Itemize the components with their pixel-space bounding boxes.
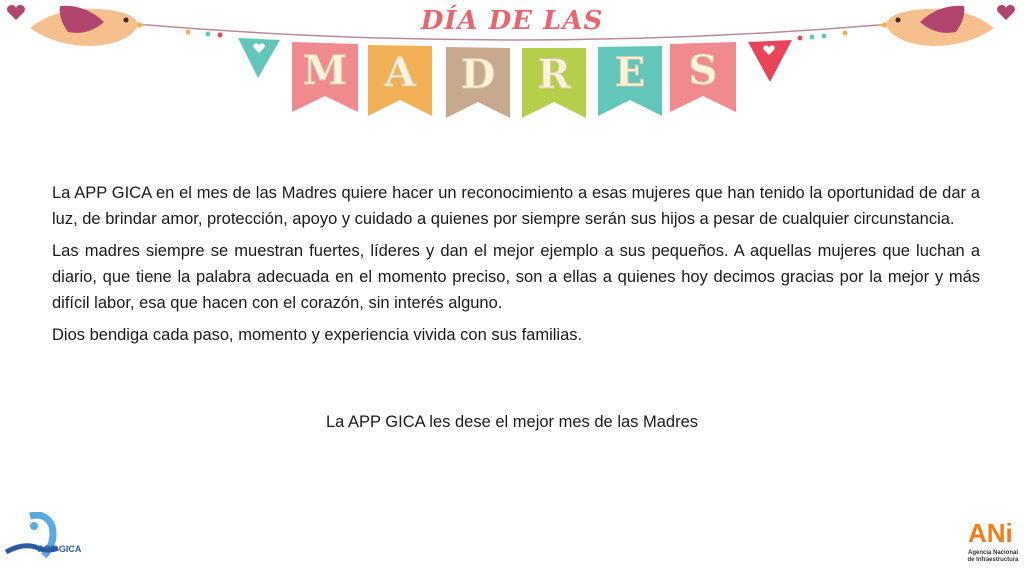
flag-heart-left xyxy=(238,38,280,78)
paragraph: Las madres siempre se muestran fuertes, líderes y dan el mejor ejemplo a sus pequeños. A aquellas mujeres que luchan a diario, que tiene la palabra adecuada en el momento preciso, son a ellas a quienes hoy decimos gracias por la mejor y más difícil labor, esa que hacen con el corazón, sin interés alguno. xyxy=(52,242,980,312)
flag-letter-r xyxy=(522,48,586,118)
app-gica-logo-text: APP GICA xyxy=(38,544,82,554)
svg-text:R: R xyxy=(537,51,571,98)
flag-heart-right xyxy=(748,40,792,82)
flag-letter-e xyxy=(598,46,662,116)
svg-text:D: D xyxy=(460,51,496,98)
bead-icon xyxy=(822,34,827,39)
flag-letter-s xyxy=(670,42,736,112)
heart-icon xyxy=(997,5,1015,20)
paragraph: Dios bendiga cada paso, momento y experiencia vivida con sus familias. xyxy=(52,326,583,344)
message-body xyxy=(52,180,980,354)
svg-text:A: A xyxy=(384,49,416,96)
bead-icon xyxy=(798,36,803,41)
bead-icon xyxy=(186,30,191,35)
bead-icon xyxy=(206,32,211,37)
ani-logo-mark: ANi xyxy=(968,518,1013,548)
svg-text:E: E xyxy=(614,49,646,96)
svg-text:S: S xyxy=(688,47,718,94)
flag-letter-a xyxy=(368,45,432,116)
bead-icon xyxy=(810,35,815,40)
bead-icon xyxy=(218,33,223,38)
paragraph: La APP GICA en el mes de las Madres quiere hacer un reconocimiento a esas mujeres que han tenido la oportunidad de dar a luz, de brindar amor, protección, apoyo y cuidado a quienes por siempre serán sus hijos a pesar de cualquier circunstancia. xyxy=(52,184,980,228)
ani-logo-text: Agencia Nacional de Infraestructura xyxy=(967,550,1019,563)
bird-right-icon xyxy=(878,6,994,46)
flag-letter-m xyxy=(292,42,358,112)
bird-left-icon xyxy=(30,6,146,46)
app-gica-logo xyxy=(4,512,68,570)
heart-icon xyxy=(7,5,25,20)
bead-icon xyxy=(843,31,848,36)
closing-line: La APP GICA les dese el mejor mes de las Madres xyxy=(325,413,699,431)
banner-subtitle: DÍA DE LAS xyxy=(420,6,604,36)
svg-text:M: M xyxy=(302,47,348,94)
flag-letter-d xyxy=(446,47,510,118)
